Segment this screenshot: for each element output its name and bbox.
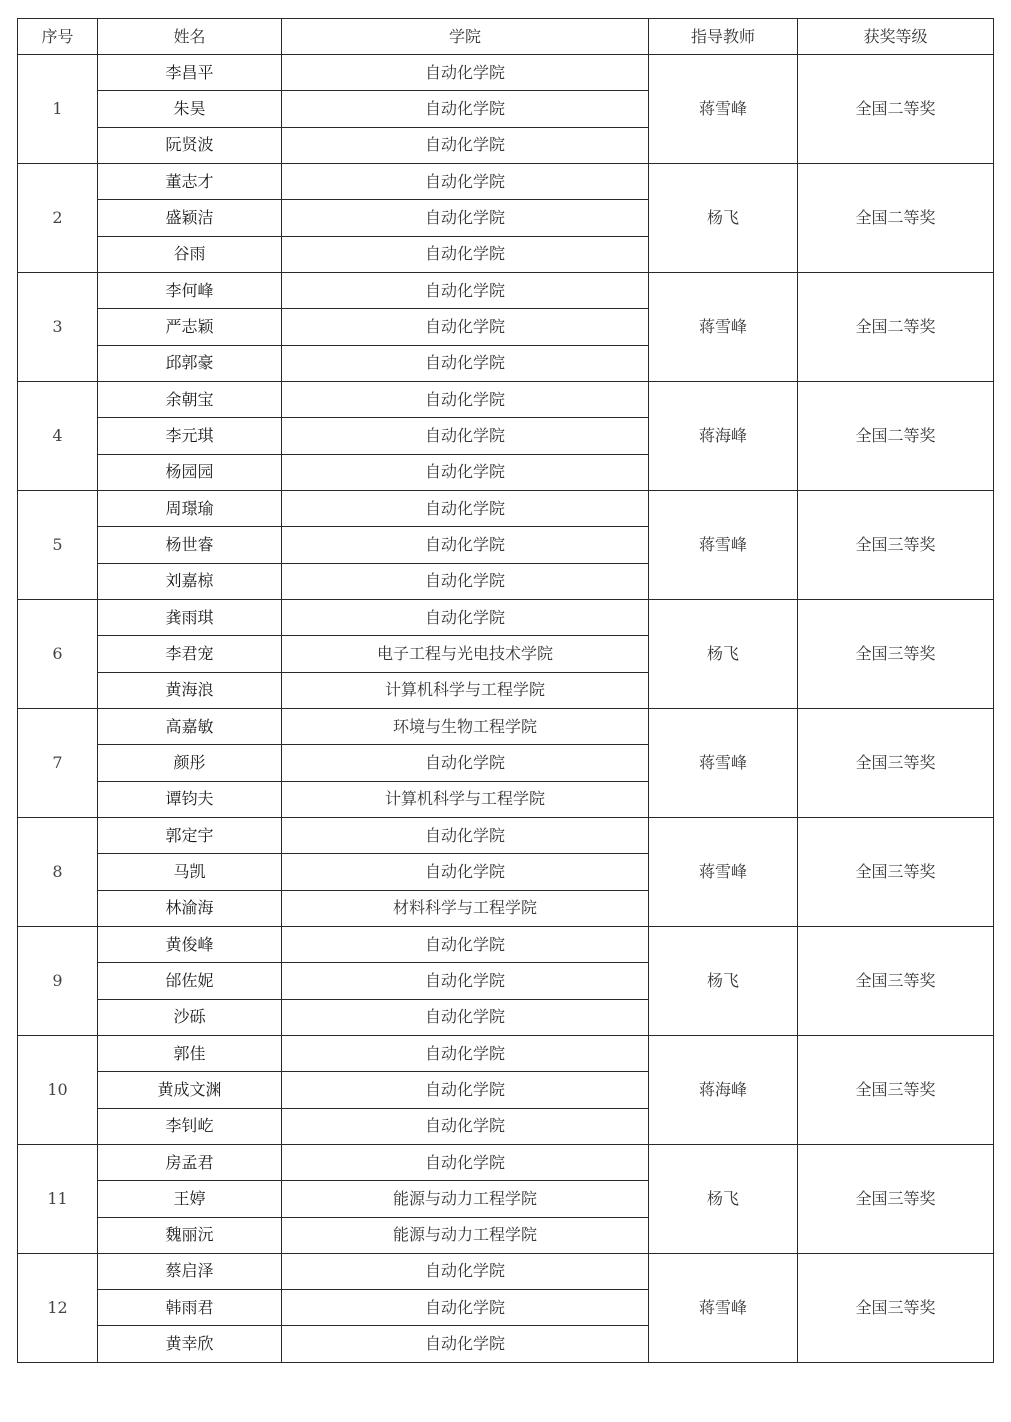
college-cell: 自动化学院 <box>282 381 649 417</box>
award-level-cell: 全国二等奖 <box>798 381 994 490</box>
name-cell: 黄成文渊 <box>98 1072 282 1108</box>
table-row <box>18 708 994 744</box>
advisor-cell: 杨飞 <box>649 926 798 1035</box>
college-cell: 自动化学院 <box>282 55 649 91</box>
advisor-cell: 杨飞 <box>649 599 798 708</box>
advisor-cell: 蒋雪峰 <box>649 817 798 926</box>
advisor-cell: 杨飞 <box>649 163 798 272</box>
name-cell: 林渝海 <box>98 890 282 926</box>
award-table <box>17 18 994 1363</box>
college-cell: 自动化学院 <box>282 1144 649 1180</box>
seq-cell: 9 <box>18 926 98 1035</box>
award-level-cell: 全国三等奖 <box>798 1253 994 1362</box>
name-cell: 颜彤 <box>98 745 282 781</box>
college-cell: 材料科学与工程学院 <box>282 890 649 926</box>
name-cell: 李何峰 <box>98 272 282 308</box>
college-cell: 自动化学院 <box>282 418 649 454</box>
award-level-cell: 全国三等奖 <box>798 599 994 708</box>
seq-cell: 6 <box>18 599 98 708</box>
college-cell: 自动化学院 <box>282 1072 649 1108</box>
college-cell: 自动化学院 <box>282 563 649 599</box>
seq-cell: 4 <box>18 381 98 490</box>
college-cell: 环境与生物工程学院 <box>282 708 649 744</box>
award-level-cell: 全国三等奖 <box>798 708 994 817</box>
college-cell: 自动化学院 <box>282 345 649 381</box>
award-level-cell: 全国二等奖 <box>798 163 994 272</box>
college-cell: 自动化学院 <box>282 454 649 490</box>
name-cell: 龚雨琪 <box>98 599 282 635</box>
name-cell: 郭佳 <box>98 1035 282 1071</box>
award-level-cell: 全国二等奖 <box>798 272 994 381</box>
advisor-cell: 蒋雪峰 <box>649 490 798 599</box>
seq-cell: 3 <box>18 272 98 381</box>
table-row <box>18 381 994 417</box>
name-cell: 盛颖洁 <box>98 200 282 236</box>
advisor-cell: 蒋海峰 <box>649 1035 798 1144</box>
advisor-cell: 蒋海峰 <box>649 381 798 490</box>
college-cell: 自动化学院 <box>282 309 649 345</box>
name-cell: 高嘉敏 <box>98 708 282 744</box>
college-cell: 自动化学院 <box>282 1253 649 1289</box>
college-cell: 能源与动力工程学院 <box>282 1181 649 1217</box>
name-cell: 余朝宝 <box>98 381 282 417</box>
seq-cell: 2 <box>18 163 98 272</box>
name-cell: 李昌平 <box>98 55 282 91</box>
name-cell: 邱郭豪 <box>98 345 282 381</box>
table-row <box>18 272 994 308</box>
college-cell: 电子工程与光电技术学院 <box>282 636 649 672</box>
table-row <box>18 55 994 91</box>
seq-cell: 12 <box>18 1253 98 1362</box>
table-body <box>18 55 994 1363</box>
header-level: 获奖等级 <box>798 19 994 55</box>
award-level-cell: 全国三等奖 <box>798 1144 994 1253</box>
seq-cell: 7 <box>18 708 98 817</box>
college-cell: 自动化学院 <box>282 527 649 563</box>
name-cell: 李君宠 <box>98 636 282 672</box>
name-cell: 魏丽沅 <box>98 1217 282 1253</box>
college-cell: 自动化学院 <box>282 490 649 526</box>
name-cell: 李元琪 <box>98 418 282 454</box>
name-cell: 黄海浪 <box>98 672 282 708</box>
name-cell: 阮贤波 <box>98 127 282 163</box>
header-name: 姓名 <box>98 19 282 55</box>
name-cell: 韩雨君 <box>98 1290 282 1326</box>
award-level-cell: 全国三等奖 <box>798 1035 994 1144</box>
college-cell: 自动化学院 <box>282 854 649 890</box>
name-cell: 邰佐妮 <box>98 963 282 999</box>
college-cell: 自动化学院 <box>282 91 649 127</box>
college-cell: 自动化学院 <box>282 926 649 962</box>
college-cell: 自动化学院 <box>282 1326 649 1362</box>
award-level-cell: 全国三等奖 <box>798 817 994 926</box>
name-cell: 郭定宇 <box>98 817 282 853</box>
name-cell: 谭钧夫 <box>98 781 282 817</box>
table-row <box>18 490 994 526</box>
advisor-cell: 蒋雪峰 <box>649 1253 798 1362</box>
header-college: 学院 <box>282 19 649 55</box>
college-cell: 自动化学院 <box>282 127 649 163</box>
table-row <box>18 926 994 962</box>
name-cell: 杨世睿 <box>98 527 282 563</box>
name-cell: 王婷 <box>98 1181 282 1217</box>
college-cell: 计算机科学与工程学院 <box>282 781 649 817</box>
award-level-cell: 全国二等奖 <box>798 55 994 164</box>
college-cell: 自动化学院 <box>282 817 649 853</box>
seq-cell: 11 <box>18 1144 98 1253</box>
college-cell: 自动化学院 <box>282 272 649 308</box>
name-cell: 刘嘉椋 <box>98 563 282 599</box>
college-cell: 自动化学院 <box>282 1290 649 1326</box>
award-level-cell: 全国三等奖 <box>798 490 994 599</box>
college-cell: 自动化学院 <box>282 1035 649 1071</box>
name-cell: 蔡启泽 <box>98 1253 282 1289</box>
table-row <box>18 1035 994 1071</box>
name-cell: 马凯 <box>98 854 282 890</box>
advisor-cell: 蒋雪峰 <box>649 272 798 381</box>
seq-cell: 5 <box>18 490 98 599</box>
college-cell: 能源与动力工程学院 <box>282 1217 649 1253</box>
college-cell: 自动化学院 <box>282 236 649 272</box>
name-cell: 周璟瑜 <box>98 490 282 526</box>
seq-cell: 1 <box>18 55 98 164</box>
header-seq: 序号 <box>18 19 98 55</box>
college-cell: 自动化学院 <box>282 163 649 199</box>
seq-cell: 8 <box>18 817 98 926</box>
college-cell: 自动化学院 <box>282 1108 649 1144</box>
name-cell: 李钊屹 <box>98 1108 282 1144</box>
header-row <box>18 19 994 55</box>
name-cell: 谷雨 <box>98 236 282 272</box>
name-cell: 朱昊 <box>98 91 282 127</box>
table-row <box>18 1144 994 1180</box>
college-cell: 自动化学院 <box>282 745 649 781</box>
college-cell: 计算机科学与工程学院 <box>282 672 649 708</box>
name-cell: 杨园园 <box>98 454 282 490</box>
table-row <box>18 599 994 635</box>
college-cell: 自动化学院 <box>282 200 649 236</box>
award-level-cell: 全国三等奖 <box>798 926 994 1035</box>
advisor-cell: 蒋雪峰 <box>649 708 798 817</box>
name-cell: 黄幸欣 <box>98 1326 282 1362</box>
name-cell: 董志才 <box>98 163 282 199</box>
name-cell: 沙砾 <box>98 999 282 1035</box>
name-cell: 房孟君 <box>98 1144 282 1180</box>
college-cell: 自动化学院 <box>282 599 649 635</box>
seq-cell: 10 <box>18 1035 98 1144</box>
college-cell: 自动化学院 <box>282 963 649 999</box>
header-advisor: 指导教师 <box>649 19 798 55</box>
name-cell: 严志颖 <box>98 309 282 345</box>
table-row <box>18 163 994 199</box>
college-cell: 自动化学院 <box>282 999 649 1035</box>
advisor-cell: 蒋雪峰 <box>649 55 798 164</box>
table-row <box>18 1253 994 1289</box>
name-cell: 黄俊峰 <box>98 926 282 962</box>
advisor-cell: 杨飞 <box>649 1144 798 1253</box>
table-row <box>18 817 994 853</box>
